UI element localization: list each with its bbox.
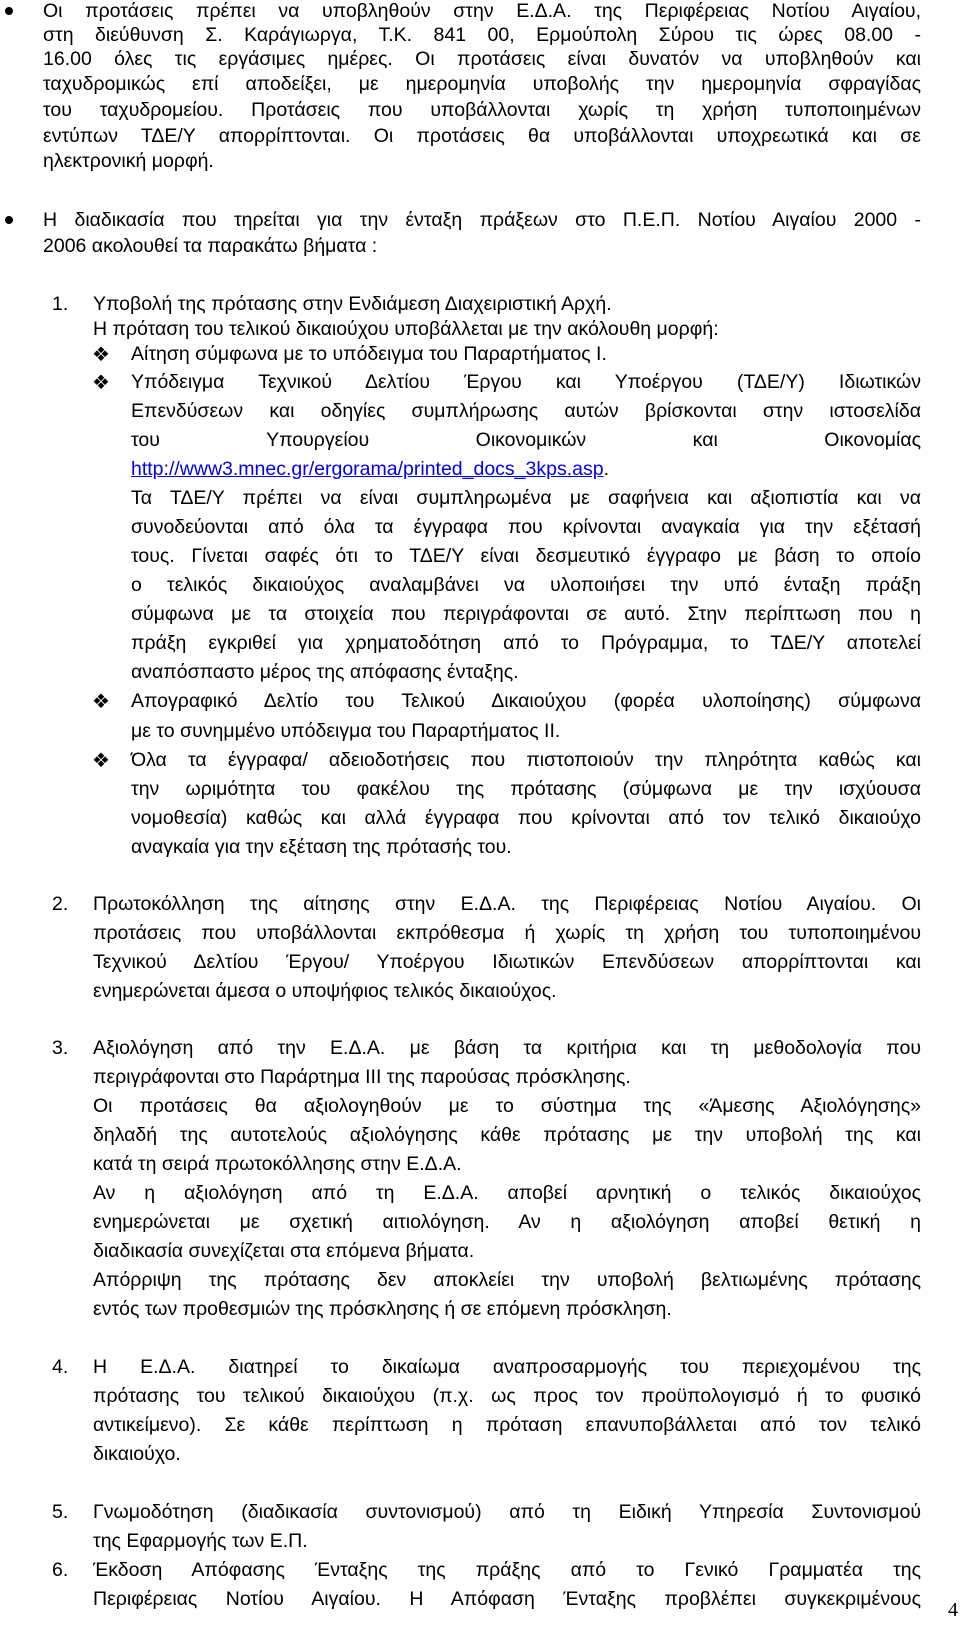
text-line: της Εφαρμογής των Ε.Π. (93, 1530, 308, 1552)
bullet-dot-icon (5, 7, 13, 15)
text-line: κατά τη σειρά πρωτοκόλλησης στην Ε.Δ.Α. (93, 1153, 462, 1175)
text-line: Απογραφικό Δελτίο του Τελικού Δικαιούχου (φορέα υλοποίησης) σύμφωνα (131, 690, 921, 712)
text-line-row (0, 716, 960, 746)
text-line-row (0, 1149, 960, 1179)
step-2 (0, 889, 960, 919)
text-line: δικαιούχο. (93, 1443, 181, 1465)
diamond-bullet-icon: ❖ (92, 370, 110, 394)
diamond-bullet-icon: ❖ (92, 748, 110, 772)
sub-item-1 (0, 339, 960, 369)
text-line-row (0, 628, 960, 658)
text-line: ενημερώνεται άμεσα ο υποψήφιος τελικός δικαιούχος. (93, 980, 557, 1002)
step-number: 1. (52, 293, 69, 315)
text-line-row (0, 541, 960, 571)
text-line-row (0, 1120, 960, 1150)
text-line: αναγκαία για την εξέταση της πρότασής του. (131, 836, 512, 858)
text-line-row (0, 231, 960, 261)
text-line-row (0, 483, 960, 513)
step-6 (0, 1555, 960, 1585)
text-line-row (0, 976, 960, 1006)
step-number: 5. (52, 1501, 69, 1523)
text-line: ενημερώνεται με σχετική αιτιολόγηση. Αν η αξιολόγηση αποβεί θετική η (93, 1211, 921, 1233)
text-line: Υπόδειγμα Τεχνικού Δελτίου Έργου και Υποέργου (ΤΔΕ/Υ) Ιδιωτικών (131, 371, 921, 393)
text-line-row (0, 1062, 960, 1092)
bullet-dot-icon (5, 216, 13, 224)
text-line-row (0, 570, 960, 600)
step-3 (0, 1033, 960, 1063)
text-line-row (0, 396, 960, 426)
text-line: στη διεύθυνση Σ. Καράγιωργα, Τ.Κ. 841 00, Ερμούπολη Σύρου τις ώρες 08.00 - (43, 24, 921, 46)
text-line: την ωριμότητα του φακέλου της πρότασης (σύμφωνα με την ισχύουσα (131, 778, 921, 800)
text-line: Αίτηση σύμφωνα με το υπόδειγμα του Παραρτήματος Ι. (131, 343, 607, 365)
text-line-row (0, 1236, 960, 1266)
step-number: 2. (52, 893, 69, 915)
text-line: Γνωμοδότηση (διαδικασία συντονισμού) από τη Ειδική Υπηρεσία Συντονισμού (93, 1501, 921, 1523)
text-line: 2006 ακολουθεί τα παρακάτω βήματα : (43, 235, 378, 257)
text-line: διαδικασία συνεχίζεται στα επόμενα βήματα. (93, 1240, 475, 1262)
step-number: 4. (52, 1356, 69, 1378)
text-line-row (0, 832, 960, 862)
text-line: Πρωτοκόλληση της αίτησης στην Ε.Δ.Α. της Περιφέρειας Νοτίου Αιγαίου. Οι (93, 893, 921, 915)
step-number: 3. (52, 1037, 69, 1059)
text-line: Οι προτάσεις πρέπει να υποβληθούν στην Ε.Δ.Α. της Περιφέρειας Νοτίου Αιγαίου, (43, 0, 921, 22)
text-line-row (0, 599, 960, 629)
text-line: Αν η αξιολόγηση από τη Ε.Δ.Α. αποβεί αρνητική ο τελικός δικαιούχος (93, 1182, 921, 1204)
text-line: Τα ΤΔΕ/Υ πρέπει να είναι συμπληρωμένα με σαφήνεια και αξιοπιστία και να (131, 487, 921, 509)
step-heading: Υποβολή της πρότασης στην Ενδιάμεση Διαχειριστική Αρχή. (93, 293, 612, 315)
text-line: Η Ε.Δ.Α. διατηρεί το δικαίωμα αναπροσαρμογής του περιεχομένου της (93, 1356, 921, 1378)
text-line-row (0, 774, 960, 804)
text-line: του ταχυδρομείου. Προτάσεις που υποβάλλονται χωρίς τη χρήση τυποποιημένων (43, 99, 921, 121)
text-line-row (0, 512, 960, 542)
text-line-row (0, 1294, 960, 1324)
text-line-row (0, 1265, 960, 1295)
text-line: Περιφέρειας Νοτίου Αιγαίου. Η Απόφαση Ένταξης προβλέπει συγκεκριμένους (93, 1588, 921, 1610)
text-line-row (0, 146, 960, 176)
text-line-row (0, 947, 960, 977)
text-line: περιγράφονται στο Παράρτημα ΙΙΙ της παρούσας πρόσκλησης. (93, 1066, 631, 1088)
text-line-row (0, 657, 960, 687)
sub-item-2 (0, 367, 960, 397)
text-line: συνοδεύονται από όλα τα έγγραφα που κρίνονται αναγκαία για την εξέτασή (131, 516, 921, 538)
text-line: του Υπουργείου Οικονομικών και Οικονομίας (131, 429, 921, 451)
text-line: προτάσεις που υποβάλλονται εκπρόθεσμα ή χωρίς τη χρήση του τυποποιημένου (93, 922, 921, 944)
text-line: ταχυδρομικώς επί αποδείξει, με ημερομηνία υποβολής την ημερομηνία σφραγίδας (43, 73, 921, 95)
text-line: Αξιολόγηση από την Ε.Δ.Α. με βάση τα κριτήρια και τη μεθοδολογία που (93, 1037, 921, 1059)
text-line: δηλαδή της αυτοτελούς αξιολόγησης κάθε πρότασης με την υποβολή της και (93, 1124, 921, 1146)
ministry-url-link[interactable]: http://www3.mnec.gr/ergorama/printed_docs_3kps.asp (131, 458, 604, 480)
text-line-row (0, 1091, 960, 1121)
text-line: ηλεκτρονική μορφή. (43, 150, 214, 172)
text-line: Τεχνικού Δελτίου Έργου/ Υποέργου Ιδιωτικών Επενδύσεων απορρίπτονται και (93, 951, 921, 973)
text-line-row (0, 1381, 960, 1411)
text-line-row (0, 1178, 960, 1208)
text-line-row (0, 1410, 960, 1440)
diamond-bullet-icon: ❖ (92, 689, 110, 713)
text-line: Έκδοση Απόφασης Ένταξης της πράξης από το Γενικό Γραμματέα της (93, 1559, 921, 1581)
text-line: νομοθεσία) καθώς και αλλά έγγραφα που κρίνονται από τον τελικό δικαιούχο (131, 807, 921, 829)
text-line: αντικείμενο). Σε κάθε περίπτωση η πρόταση επανυποβάλλεται από τον τελικό (93, 1414, 921, 1436)
text-line: πράξη εγκριθεί για χρηματοδότηση από το Πρόγραμμα, το ΤΔΕ/Υ αποτελεί (131, 632, 921, 654)
text-line: Όλα τα έγγραφα/ αδειοδοτήσεις που πιστοποιούν την πληρότητα καθώς και (131, 749, 921, 771)
sub-item-3 (0, 686, 960, 716)
text-line: τους. Γίνεται σαφές ότι το ΤΔΕ/Υ είναι δεσμευτικό έγγραφο με βάση το οποίο (131, 545, 921, 567)
text-line: αναπόσπαστο μέρος της απόφασης ένταξης. (131, 661, 519, 683)
diamond-bullet-icon: ❖ (92, 342, 110, 366)
text-line-row (0, 803, 960, 833)
text-line: εντός των προθεσμιών της πρόσκλησης ή σε επόμενη πρόσκληση. (93, 1298, 672, 1320)
text-line: πρότασης του τελικού δικαιούχου (π.χ. ως προς τον προϋπολογισμό ή το φυσικό (93, 1385, 921, 1407)
text-line-row (0, 1526, 960, 1556)
text-line-row (0, 1584, 960, 1614)
sentence-period: . (603, 458, 609, 480)
text-line-row (0, 1439, 960, 1469)
text-line: με το συνημμένο υπόδειγμα του Παραρτήματος ΙΙ. (131, 720, 561, 742)
text-line: εντύπων ΤΔΕ/Υ απορρίπτονται. Οι προτάσεις θα υποβάλλονται υποχρεωτικά και σε (43, 125, 921, 147)
text-line: Η πρόταση του τελικού δικαιούχου υποβάλλεται με την ακόλουθη μορφή: (93, 318, 719, 340)
text-line: Η διαδικασία που τηρείται για την ένταξη πράξεων στο Π.Ε.Π. Νοτίου Αιγαίου 2000 - (43, 209, 921, 231)
text-line: ο τελικός δικαιούχος αναλαμβάνει να υλοποιήσει την υπό ένταξη πράξη (131, 574, 921, 596)
text-line: Επενδύσεων και οδηγίες συμπλήρωσης αυτών βρίσκονται στην ιστοσελίδα (131, 400, 921, 422)
step-number: 6. (52, 1559, 69, 1581)
sub-item-4 (0, 745, 960, 775)
text-line: Απόρριψη της πρότασης δεν αποκλείει την υποβολή βελτιωμένης πρότασης (93, 1269, 921, 1291)
text-line-row (0, 454, 960, 484)
text-line: σύμφωνα με τα στοιχεία που περιγράφονται σε αυτό. Στην περίπτωση που η (131, 603, 921, 625)
text-line: 16.00 όλες τις εργάσιμες ημέρες. Οι προτάσεις είναι δυνατόν να υποβληθούν και (43, 48, 921, 70)
text-line: Οι προτάσεις θα αξιολογηθούν με το σύστημα της «Άμεσης Αξιολόγησης» (93, 1095, 921, 1117)
step-4 (0, 1352, 960, 1382)
page-number: 4 (948, 1599, 958, 1621)
text-line-row (0, 1207, 960, 1237)
step-5 (0, 1497, 960, 1527)
text-line-row (0, 918, 960, 948)
text-line-row (0, 425, 960, 455)
